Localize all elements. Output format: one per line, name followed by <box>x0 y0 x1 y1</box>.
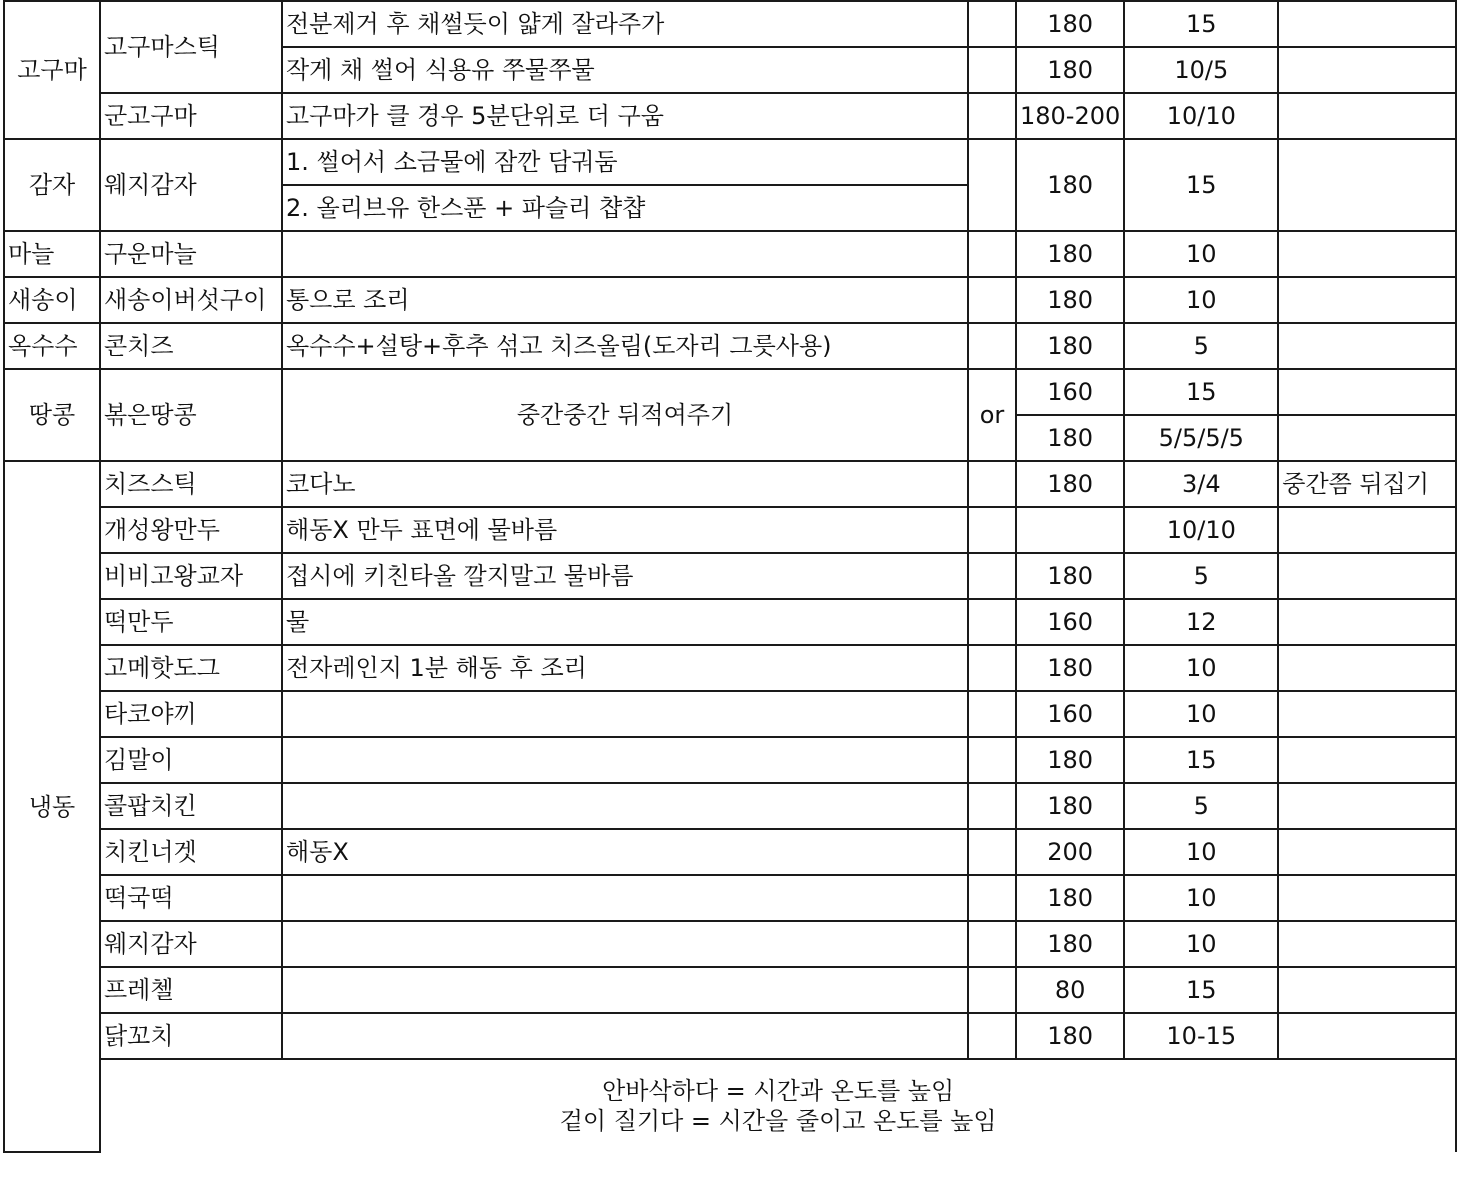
time-cell: 5/5/5/5 <box>1124 415 1278 461</box>
method-cell <box>282 967 968 1013</box>
temp-cell: 180-200 <box>1016 93 1124 139</box>
time-cell: 15 <box>1124 369 1278 415</box>
temp-cell: 180 <box>1016 1013 1124 1059</box>
or-cell: or <box>968 369 1016 461</box>
item-cell: 새송이버섯구이 <box>100 277 282 323</box>
temp-cell: 180 <box>1016 323 1124 369</box>
time-cell: 5 <box>1124 783 1278 829</box>
table-row <box>4 599 1456 645</box>
method-cell: 전분제거 후 채썰듯이 얇게 잘라주가 <box>282 1 968 47</box>
time-cell: 10/10 <box>1124 93 1278 139</box>
item-cell: 닭꼬치 <box>100 1013 282 1059</box>
table-row <box>4 231 1456 277</box>
note-cell <box>1278 829 1456 875</box>
note-cell <box>1278 47 1456 93</box>
table-row <box>4 691 1456 737</box>
or-cell <box>968 507 1016 553</box>
or-cell <box>968 691 1016 737</box>
method-cell <box>282 737 968 783</box>
or-cell <box>968 93 1016 139</box>
temp-cell: 200 <box>1016 829 1124 875</box>
method-cell: 전자레인지 1분 해동 후 조리 <box>282 645 968 691</box>
table-row <box>4 1013 1456 1059</box>
method-cell: 작게 채 썰어 식용유 쭈물쭈물 <box>282 47 968 93</box>
item-cell: 볶은땅콩 <box>100 369 282 461</box>
note-cell <box>1278 783 1456 829</box>
time-cell: 10 <box>1124 645 1278 691</box>
method-cell <box>282 921 968 967</box>
table-row <box>4 323 1456 369</box>
or-cell <box>968 461 1016 507</box>
item-cell: 치킨너겟 <box>100 829 282 875</box>
temp-cell: 160 <box>1016 599 1124 645</box>
or-cell <box>968 829 1016 875</box>
category-cell: 고구마 <box>4 1 100 139</box>
note-cell <box>1278 921 1456 967</box>
method-cell: 중간중간 뒤적여주기 <box>282 369 968 461</box>
note-cell <box>1278 645 1456 691</box>
table-row <box>4 875 1456 921</box>
time-cell: 10 <box>1124 875 1278 921</box>
note-cell <box>1278 737 1456 783</box>
method-cell: 해동X <box>282 829 968 875</box>
time-cell: 15 <box>1124 737 1278 783</box>
temp-cell: 180 <box>1016 47 1124 93</box>
item-cell: 타코야끼 <box>100 691 282 737</box>
item-cell: 콘치즈 <box>100 323 282 369</box>
item-cell: 웨지감자 <box>100 921 282 967</box>
table-row <box>4 921 1456 967</box>
table-row <box>4 783 1456 829</box>
temp-cell: 180 <box>1016 231 1124 277</box>
time-cell: 3/4 <box>1124 461 1278 507</box>
time-cell: 5 <box>1124 553 1278 599</box>
note-cell <box>1278 553 1456 599</box>
item-cell: 치즈스틱 <box>100 461 282 507</box>
note-cell <box>1278 1 1456 47</box>
item-cell: 떡만두 <box>100 599 282 645</box>
table-row <box>4 93 1456 139</box>
temp-cell: 180 <box>1016 645 1124 691</box>
method-cell <box>282 875 968 921</box>
method-cell: 해동X 만두 표면에 물바름 <box>282 507 968 553</box>
note-cell <box>1278 277 1456 323</box>
item-cell: 떡국떡 <box>100 875 282 921</box>
note-cell <box>1278 599 1456 645</box>
or-cell <box>968 139 1016 231</box>
footer-note-line: 안바삭하다 = 시간과 온도를 높임 <box>602 1077 955 1105</box>
item-cell: 군고구마 <box>100 93 282 139</box>
temp-cell <box>1016 507 1124 553</box>
method-cell: 2. 올리브유 한스푼 + 파슬리 챱챱 <box>282 185 968 231</box>
temp-cell: 180 <box>1016 461 1124 507</box>
or-cell <box>968 277 1016 323</box>
temp-cell: 160 <box>1016 369 1124 415</box>
time-cell: 10 <box>1124 921 1278 967</box>
time-cell: 10 <box>1124 691 1278 737</box>
or-cell <box>968 1013 1016 1059</box>
item-cell: 고메핫도그 <box>100 645 282 691</box>
table-row <box>4 139 1456 185</box>
time-cell: 10-15 <box>1124 1013 1278 1059</box>
note-cell <box>1278 139 1456 231</box>
time-cell: 15 <box>1124 139 1278 231</box>
method-cell: 고구마가 클 경우 5분단위로 더 구움 <box>282 93 968 139</box>
or-cell <box>968 599 1016 645</box>
method-cell: 물 <box>282 599 968 645</box>
note-cell <box>1278 967 1456 1013</box>
temp-cell: 180 <box>1016 737 1124 783</box>
temp-cell: 180 <box>1016 783 1124 829</box>
or-cell <box>968 47 1016 93</box>
note-cell <box>1278 323 1456 369</box>
temp-cell: 180 <box>1016 553 1124 599</box>
or-cell <box>968 921 1016 967</box>
item-cell: 구운마늘 <box>100 231 282 277</box>
temp-cell: 180 <box>1016 277 1124 323</box>
or-cell <box>968 231 1016 277</box>
method-cell: 코다노 <box>282 461 968 507</box>
note-cell <box>1278 231 1456 277</box>
table-row <box>4 553 1456 599</box>
time-cell: 10 <box>1124 231 1278 277</box>
time-cell: 12 <box>1124 599 1278 645</box>
footer-row <box>4 1059 1456 1152</box>
method-cell: 접시에 키친타올 깔지말고 물바름 <box>282 553 968 599</box>
item-cell: 웨지감자 <box>100 139 282 231</box>
or-cell <box>968 645 1016 691</box>
temp-cell: 160 <box>1016 691 1124 737</box>
or-cell <box>968 967 1016 1013</box>
item-cell: 개성왕만두 <box>100 507 282 553</box>
table-row <box>4 737 1456 783</box>
item-cell: 비비고왕교자 <box>100 553 282 599</box>
time-cell: 10/10 <box>1124 507 1278 553</box>
or-cell <box>968 323 1016 369</box>
item-cell: 고구마스틱 <box>100 1 282 93</box>
note-cell <box>1278 369 1456 415</box>
time-cell: 15 <box>1124 967 1278 1013</box>
table-row <box>4 507 1456 553</box>
category-cell: 감자 <box>4 139 100 231</box>
method-cell <box>282 691 968 737</box>
temp-cell: 180 <box>1016 1 1124 47</box>
table-row <box>4 967 1456 1013</box>
note-cell <box>1278 415 1456 461</box>
temp-cell: 80 <box>1016 967 1124 1013</box>
temp-cell: 180 <box>1016 875 1124 921</box>
or-cell <box>968 553 1016 599</box>
table-row <box>4 645 1456 691</box>
time-cell: 15 <box>1124 1 1278 47</box>
temp-cell: 180 <box>1016 139 1124 231</box>
or-cell <box>968 875 1016 921</box>
item-cell: 콜팝치킨 <box>100 783 282 829</box>
table-row <box>4 277 1456 323</box>
temp-cell: 180 <box>1016 415 1124 461</box>
temp-cell: 180 <box>1016 921 1124 967</box>
note-cell <box>1278 507 1456 553</box>
method-cell <box>282 231 968 277</box>
method-cell: 옥수수+설탕+후추 섞고 치즈올림(도자리 그릇사용) <box>282 323 968 369</box>
note-cell: 중간쯤 뒤집기 <box>1278 461 1456 507</box>
category-cell: 땅콩 <box>4 369 100 461</box>
time-cell: 10 <box>1124 829 1278 875</box>
time-cell: 10/5 <box>1124 47 1278 93</box>
time-cell: 5 <box>1124 323 1278 369</box>
table-row <box>4 369 1456 415</box>
method-cell: 통으로 조리 <box>282 277 968 323</box>
or-cell <box>968 783 1016 829</box>
or-cell <box>968 737 1016 783</box>
footer-notes <box>100 1059 1456 1152</box>
note-cell <box>1278 691 1456 737</box>
method-cell <box>282 1013 968 1059</box>
category-cell: 마늘 <box>4 231 100 277</box>
item-cell: 프레첼 <box>100 967 282 1013</box>
note-cell <box>1278 1013 1456 1059</box>
note-cell <box>1278 875 1456 921</box>
method-cell <box>282 783 968 829</box>
category-cell: 옥수수 <box>4 323 100 369</box>
table-row <box>4 461 1456 507</box>
table-row <box>4 1 1456 47</box>
time-cell: 10 <box>1124 277 1278 323</box>
category-cell: 새송이 <box>4 277 100 323</box>
item-cell: 김말이 <box>100 737 282 783</box>
category-cell: 냉동 <box>4 461 100 1152</box>
or-cell <box>968 1 1016 47</box>
method-cell: 1. 썰어서 소금물에 잠깐 담궈둠 <box>282 139 968 185</box>
note-cell <box>1278 93 1456 139</box>
airfryer-recipe-table <box>3 0 1457 1153</box>
footer-note-line: 겉이 질기다 = 시간을 줄이고 온도를 높임 <box>559 1107 997 1135</box>
table-row <box>4 829 1456 875</box>
